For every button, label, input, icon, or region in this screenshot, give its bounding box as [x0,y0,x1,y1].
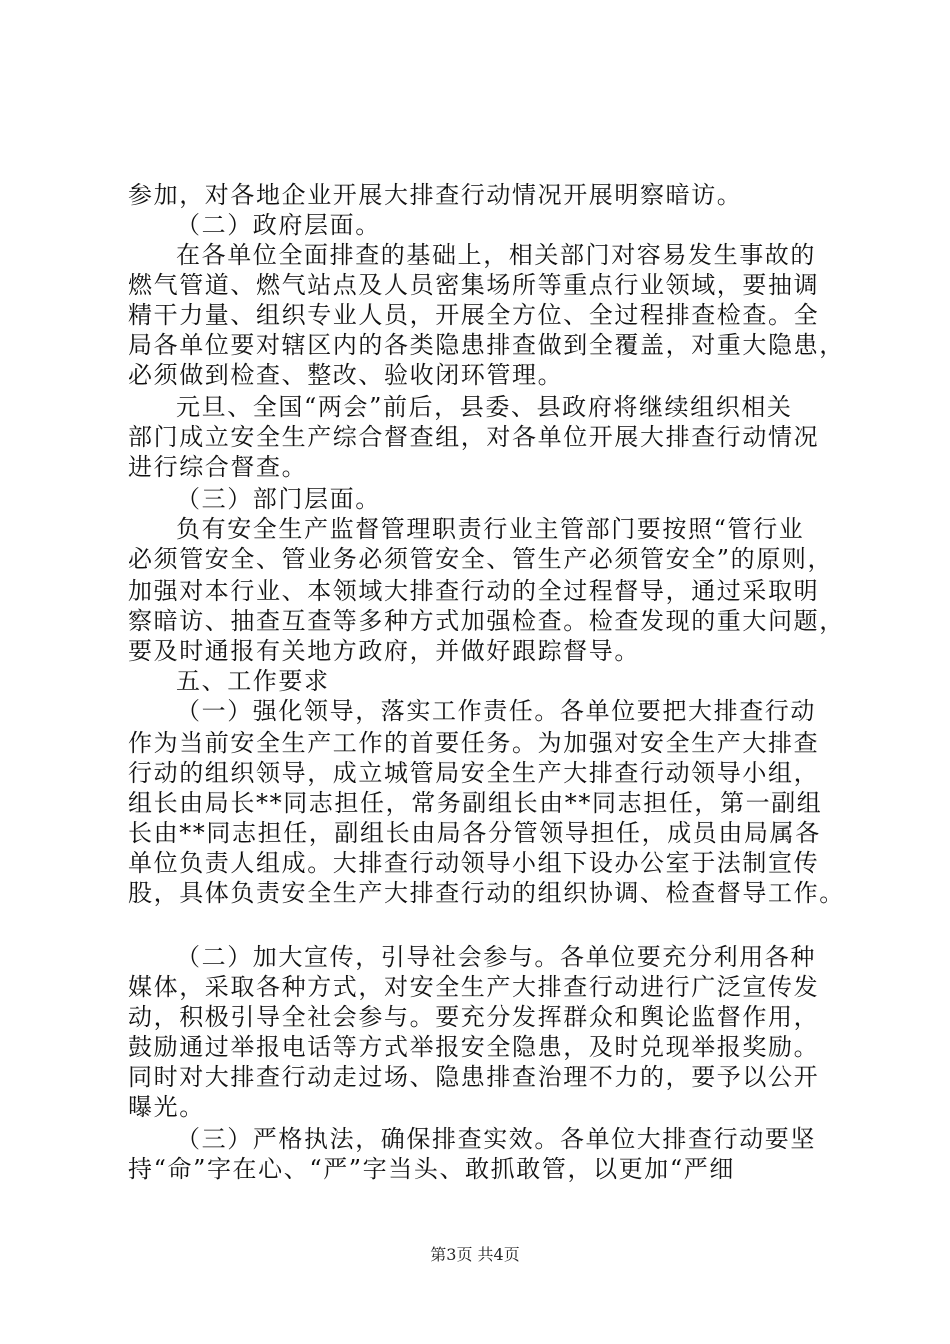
text-line: 在各单位全面排查的基础上，相关部门对容易发生事故的 [176,241,816,269]
text-line: 持“命”字在心、“严”字当头、敢抓敢管，以更加“严细 [128,1155,735,1183]
text-line: 要及时通报有关地方政府，并做好跟踪督导。 [128,637,640,665]
text-line: 负有安全生产监督管理职责行业主管部门要按照“管行业 [176,515,805,543]
text-line: 动，积极引导全社会参与。要充分发挥群众和舆论监督作用， [128,1003,820,1031]
section-heading: （二）政府层面。 [176,211,381,239]
text-line: 元旦、全国“两会”前后，县委、县政府将继续组织相关 [176,393,793,421]
text-line: （二）加大宣传，引导社会参与。各单位要充分利用各种 [176,943,816,971]
text-line: 组长由局长**同志担任，常务副组长由**同志担任，第一副组 [128,789,823,817]
text-line: 局各单位要对辖区内的各类隐患排查做到全覆盖，对重大隐患， [128,331,845,359]
text-line: 察暗访、抽查互查等多种方式加强检查。检查发现的重大问题， [128,607,845,635]
text-line: 媒体，采取各种方式，对安全生产大排查行动进行广泛宣传发 [128,973,820,1001]
text-line: 曝光。 [128,1093,205,1121]
text-line: 加强对本行业、本领域大排查行动的全过程督导，通过采取明 [128,577,820,605]
text-line: （一）强化领导，落实工作责任。各单位要把大排查行动 [176,697,816,725]
text-line: 精干力量、组织专业人员，开展全方位、全过程排查检查。全 [128,301,820,329]
text-line: 参加，对各地企业开展大排查行动情况开展明察暗访。 [128,181,743,209]
text-line: 燃气管道、燃气站点及人员密集场所等重点行业领域，要抽调 [128,271,820,299]
text-line: 行动的组织领导，成立城管局安全生产大排查行动领导小组， [128,759,820,787]
text-line: 股，具体负责安全生产大排查行动的组织协调、检查督导工作。 [128,879,845,907]
text-line: 部门成立安全生产综合督查组，对各单位开展大排查行动情况 [128,423,820,451]
page-footer: 第3页 共4页 [430,1245,520,1264]
text-line: （三）严格执法，确保排查实效。各单位大排查行动要坚 [176,1125,816,1153]
text-line: 进行综合督查。 [128,453,308,481]
text-line: 必须做到检查、整改、验收闭环管理。 [128,361,564,389]
section-heading: 五、工作要求 [176,667,330,695]
section-heading: （三）部门层面。 [176,485,381,513]
text-line: 长由**同志担任，副组长由局各分管领导担任，成员由局属各 [128,819,821,847]
text-line: 同时对大排查行动走过场、隐患排查治理不力的，要予以公开 [128,1063,820,1091]
text-line: 鼓励通过举报电话等方式举报安全隐患，及时兑现举报奖励。 [128,1033,820,1061]
text-line: 必须管安全、管业务必须管安全、管生产必须管安全”的原则， [128,545,834,573]
text-line: 单位负责人组成。大排查行动领导小组下设办公室于法制宣传 [128,849,820,877]
text-line: 作为当前安全生产工作的首要任务。为加强对安全生产大排查 [128,729,820,757]
